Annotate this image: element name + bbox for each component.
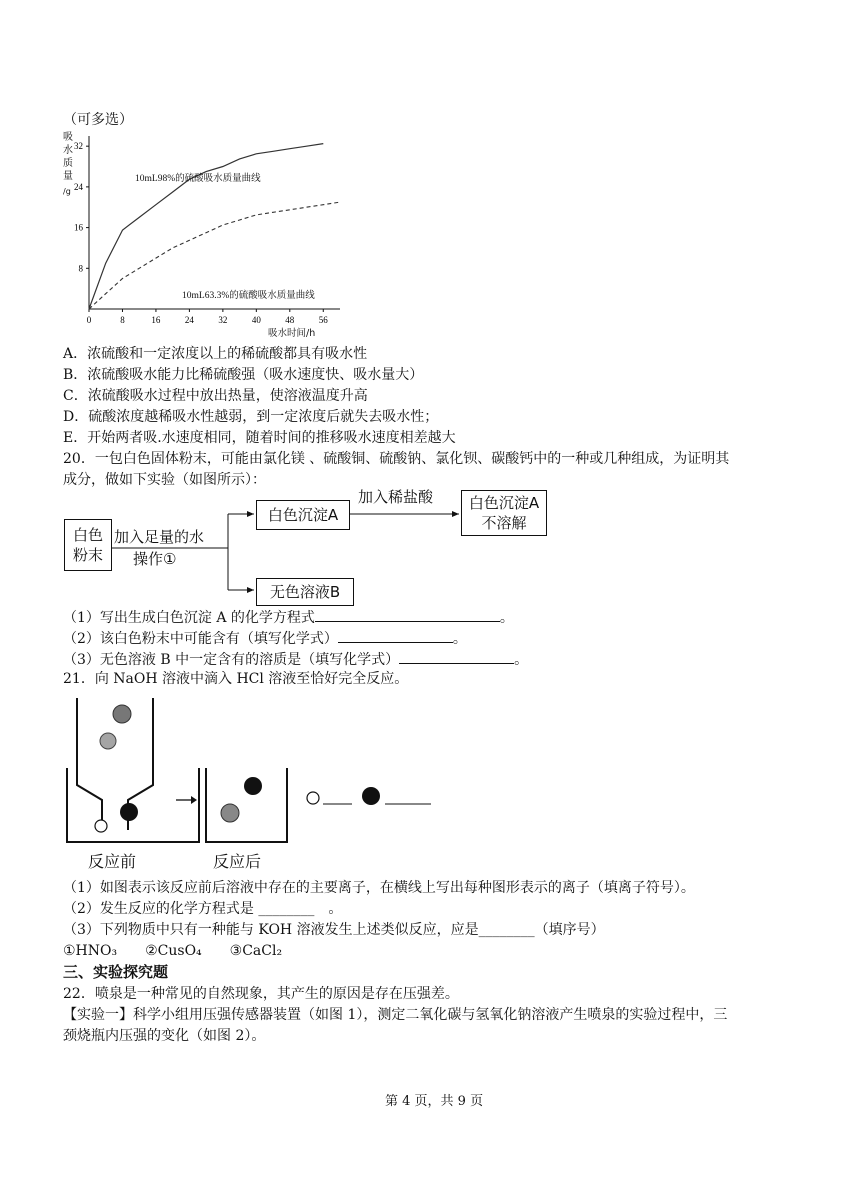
label-after: 反应后 bbox=[213, 852, 262, 871]
flow-start-line1: 白色 bbox=[72, 526, 103, 544]
q20-stem-line1: 20．一包白色固体粉末，可能由氯化镁 、硫酸铜、硫酸钠、氯化钡、碳酸钙中的一种或几种组成，为证明其 bbox=[63, 451, 730, 467]
ion-gray-after bbox=[221, 804, 239, 822]
q22-exp-line2: 颈烧瓶内压强的变化（如图 2）。 bbox=[63, 1028, 266, 1044]
y-tick-label: 8 bbox=[78, 263, 83, 274]
series-98-percent-line bbox=[89, 144, 323, 309]
option-e: E．开始两者吸.水速度相同，随着时间的推移吸水速度相差越大 bbox=[63, 430, 456, 446]
ion-black-legend bbox=[362, 787, 380, 805]
period: 。 bbox=[499, 610, 514, 626]
answer-blank[interactable] bbox=[399, 649, 514, 664]
svg-text:量: 量 bbox=[63, 171, 73, 182]
label-before: 反应前 bbox=[88, 852, 137, 871]
flow-step1-op: 操作① bbox=[133, 550, 177, 568]
q20-sub3 bbox=[63, 649, 528, 669]
q20-sub3-text: （3）无色溶液 B 中一定含有的溶质是（填写化学式） bbox=[63, 652, 400, 668]
x-tick-label: 40 bbox=[251, 315, 261, 325]
svg-text:质: 质 bbox=[63, 158, 73, 169]
y-tick-label: 16 bbox=[74, 222, 83, 233]
series-63-percent-label: 10mL63.3%的硫酸吸水质量曲线 bbox=[182, 291, 315, 301]
q20-sub1-text: （1）写出生成白色沉淀 A 的化学方程式 bbox=[63, 610, 315, 626]
svg-text:/g: /g bbox=[63, 187, 71, 196]
ion-white-before bbox=[95, 820, 107, 832]
ion-black-before bbox=[120, 803, 138, 821]
svg-text:水: 水 bbox=[63, 145, 73, 156]
y-tick-label: 32 bbox=[74, 141, 83, 152]
page-footer: 第 4 页，共 9 页 bbox=[385, 1094, 484, 1109]
multi-select-note: （可多选） bbox=[63, 112, 133, 128]
section-title: 三、实验探究题 bbox=[63, 963, 169, 981]
x-tick-label: 0 bbox=[86, 315, 92, 325]
q20-sub2-text: （2）该白色粉末中可能含有（填写化学式） bbox=[63, 631, 338, 647]
flow-solution-text: 无色溶液B bbox=[269, 583, 341, 601]
x-axis-label: 吸水时间/h bbox=[268, 328, 316, 338]
q20-sub2 bbox=[63, 628, 467, 648]
flow-result-line2: 不溶解 bbox=[481, 514, 527, 532]
q22-stem: 22．喷泉是一种常见的自然现象，其产生的原因是存在压强差。 bbox=[63, 986, 459, 1002]
beaker-after bbox=[206, 768, 287, 842]
flow-step1-label: 加入足量的水 bbox=[114, 528, 205, 546]
ion-black-after bbox=[244, 777, 262, 795]
x-tick-label: 16 bbox=[151, 315, 161, 325]
q20-stem-line2: 成分，做如下实验（如图所示）： bbox=[63, 472, 266, 488]
reaction-diagram bbox=[55, 690, 445, 850]
q20-sub1 bbox=[63, 607, 514, 627]
q21-sub2: （2）发生反应的化学方程式是 ________ 。 bbox=[63, 901, 343, 917]
x-tick-label: 32 bbox=[218, 315, 228, 325]
option-c: C．浓硫酸吸水过程中放出热量，使溶液温度升高 bbox=[63, 388, 368, 404]
answer-blank[interactable] bbox=[315, 607, 500, 622]
answer-blank[interactable] bbox=[338, 628, 453, 643]
q21-stem: 21．向 NaOH 溶液中滴入 HCl 溶液至恰好完全反应。 bbox=[63, 671, 409, 687]
period: 。 bbox=[452, 631, 467, 647]
period: 。 bbox=[514, 652, 529, 668]
q21-sub3: （3）下列物质中只有一种能与 KOH 溶液发生上述类似反应，应是________（填序号） bbox=[63, 922, 605, 938]
option-a: A．浓硫酸和一定浓度以上的稀硫酸都具有吸水性 bbox=[63, 346, 368, 362]
q21-sub1: （1）如图表示该反应前后溶液中存在的主要离子，在横线上写出每种图形表示的离子（填离子符号）。 bbox=[63, 880, 695, 896]
svg-text:吸: 吸 bbox=[63, 132, 73, 143]
x-tick-label: 8 bbox=[120, 315, 125, 325]
y-tick-label: 24 bbox=[74, 181, 83, 192]
flow-arrows bbox=[0, 480, 560, 610]
y-axis-label bbox=[63, 131, 73, 196]
ion-white-legend bbox=[307, 792, 319, 804]
q22-exp-line1: 【实验一】科学小组用压强传感器装置（如图 1），测定二氧化碳与氢氧化钠溶液产生喷泉的实验过程中，三 bbox=[63, 1007, 728, 1023]
x-tick-label: 56 bbox=[318, 315, 328, 325]
ion-dark-gray-dropper bbox=[113, 705, 131, 723]
flow-precipitate-text: 白色沉淀A bbox=[267, 506, 339, 524]
option-b: B．浓硫酸吸水能力比稀硫酸强（吸水速度快、吸水量大） bbox=[63, 367, 424, 383]
option-d: D．硫酸浓度越稀吸水性越弱，到一定浓度后就失去吸水性； bbox=[63, 409, 439, 425]
q21-choices: ①HNO₃ ②CusO₄ ③CaCl₂ bbox=[63, 943, 283, 959]
x-tick-label: 24 bbox=[184, 315, 194, 325]
flow-step2-label: 加入稀盐酸 bbox=[358, 488, 434, 506]
series-98-percent-label: 10mL98%的硫酸吸水质量曲线 bbox=[135, 174, 261, 184]
flow-start-line2: 粉末 bbox=[72, 546, 103, 564]
ion-light-gray-dropper bbox=[100, 733, 116, 749]
flow-result-line1: 白色沉淀A bbox=[468, 494, 540, 512]
x-tick-label: 48 bbox=[285, 315, 295, 325]
absorption-chart bbox=[55, 128, 355, 338]
